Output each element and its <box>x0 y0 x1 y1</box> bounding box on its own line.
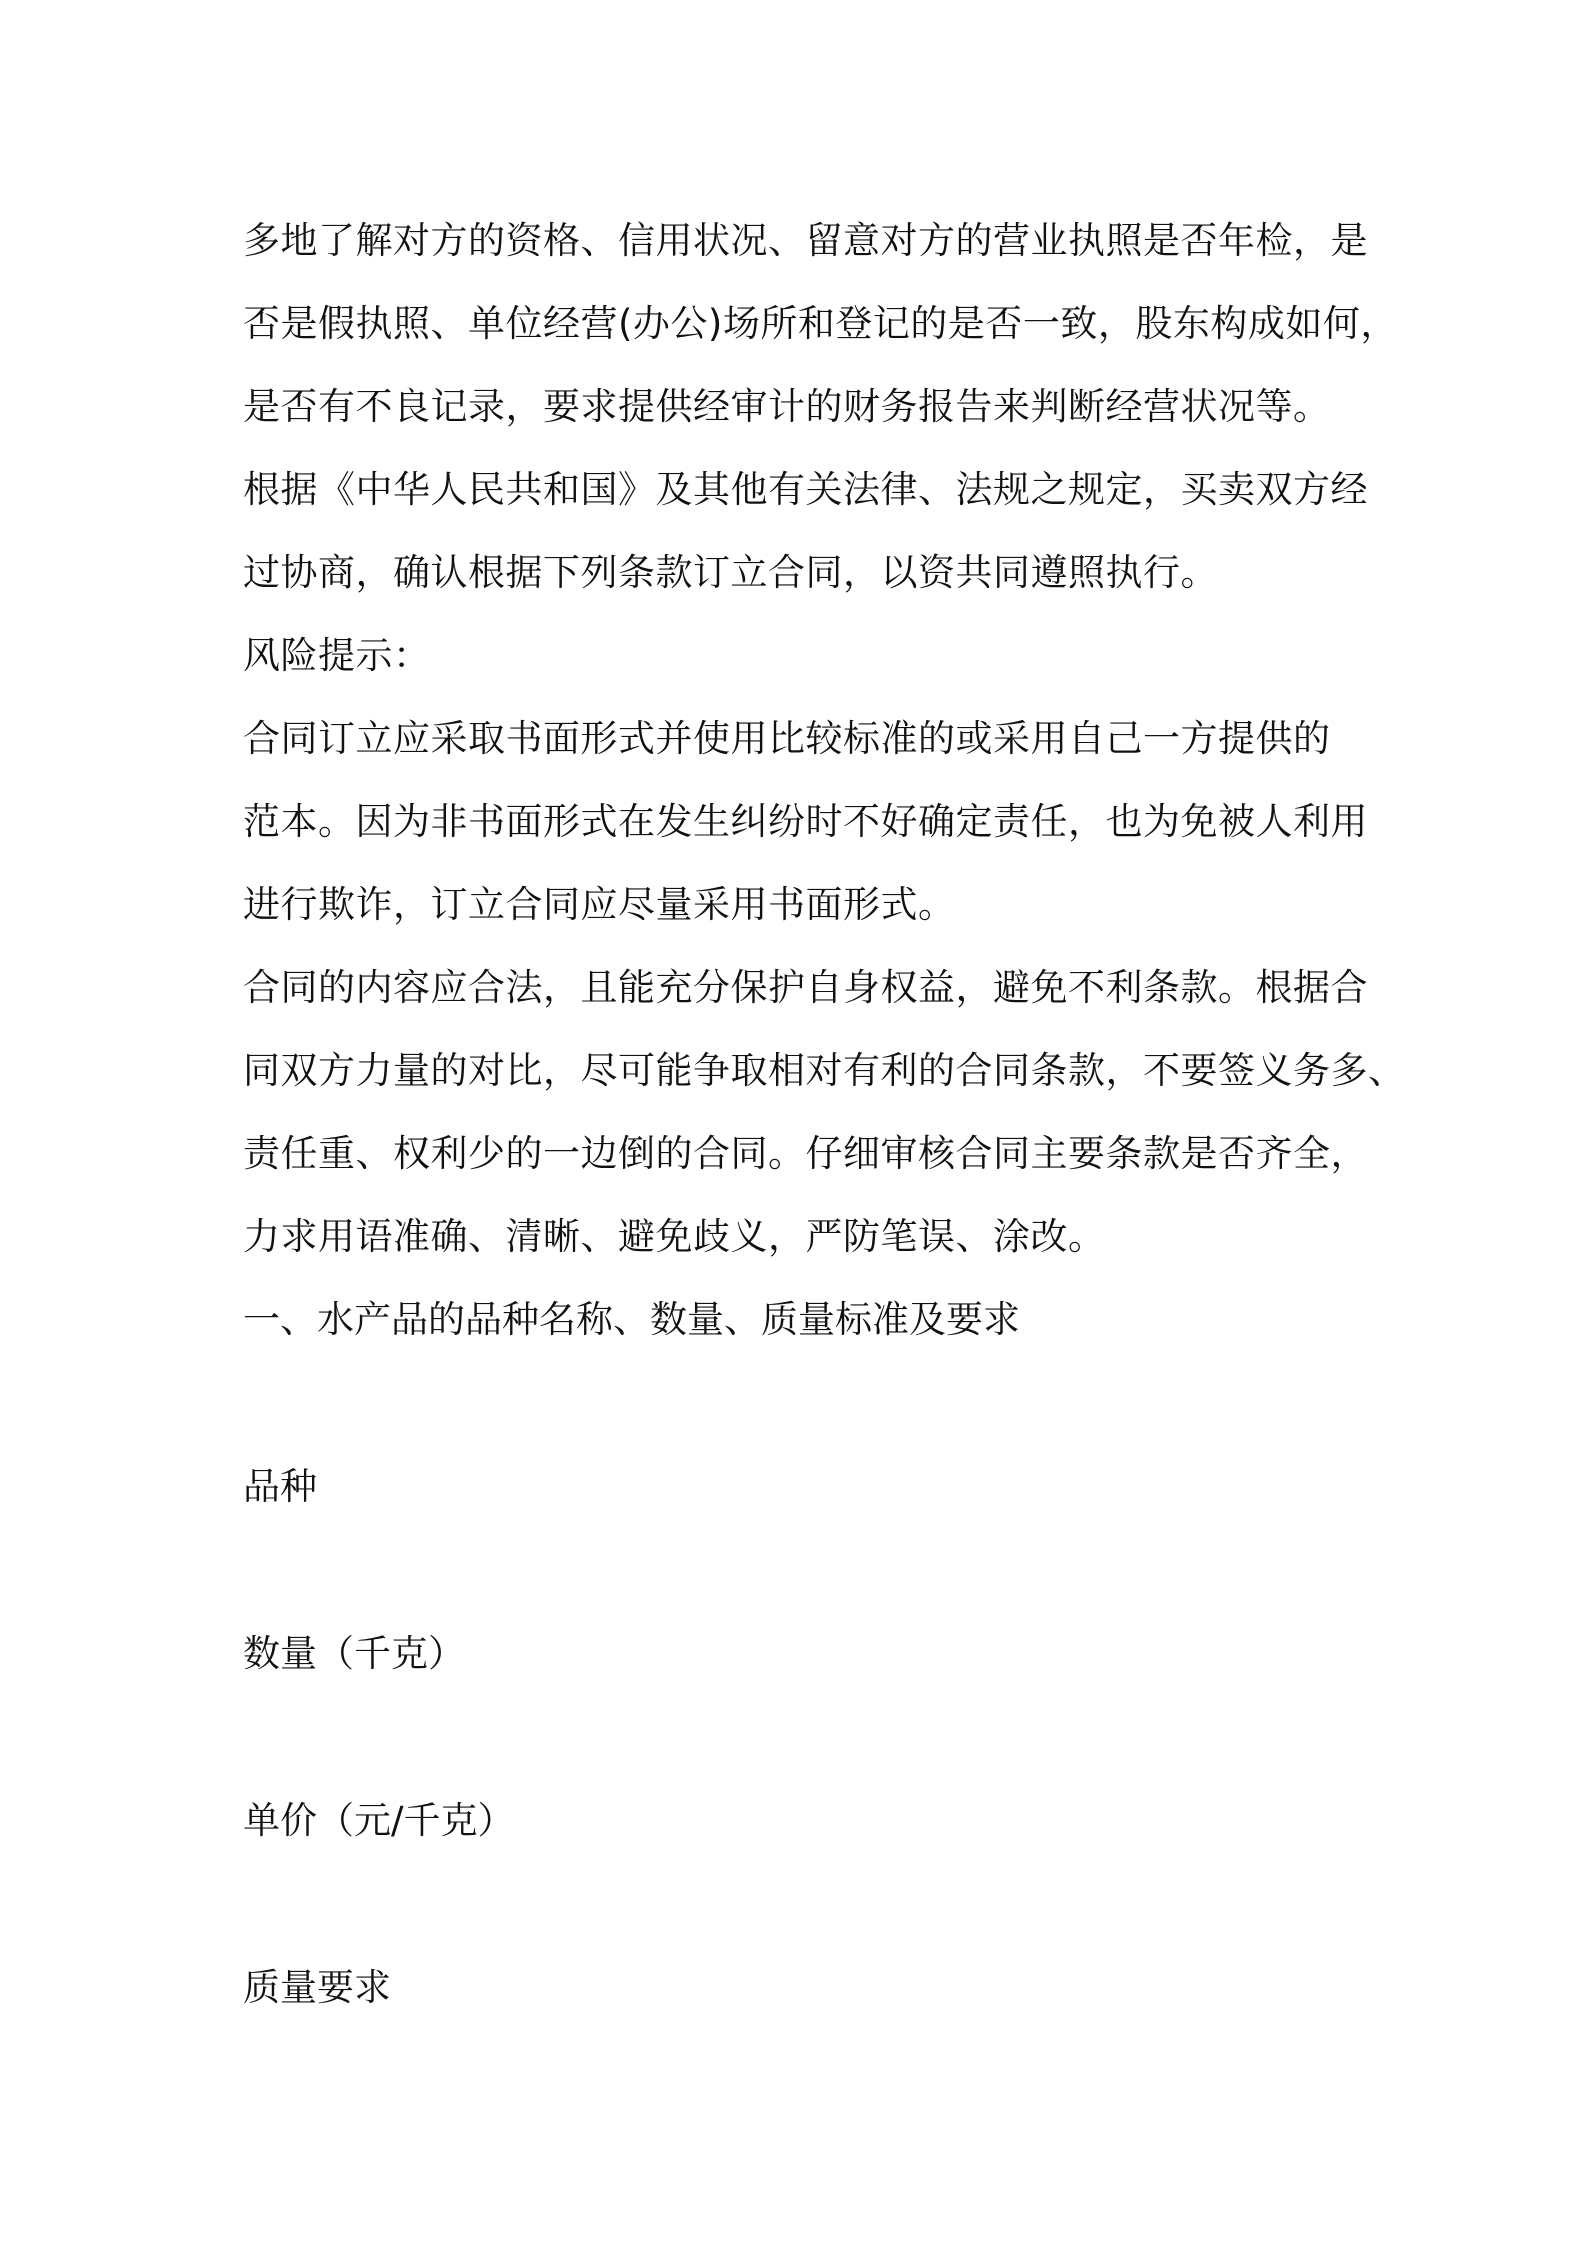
text-line: 责任重、权利少的一边倒的合同。仔细审核合同主要条款是否齐全， <box>243 1132 1368 1175</box>
document-page <box>243 199 1406 2113</box>
text-line: 多地了解对方的资格、信用状况、留意对方的营业执照是否年检，是 <box>243 219 1368 262</box>
text-line: 否是假执照、单位经营(办公)场所和登记的是否一致，股东构成如何， <box>243 302 1398 345</box>
text-line: 过协商，确认根据下列条款订立合同，以资共同遵照执行。 <box>243 551 1218 594</box>
paragraph-qualification-check <box>243 199 1398 448</box>
text-line: 根据《中华人民共和国》及其他有关法律、法规之规定，买卖双方经 <box>243 468 1368 511</box>
text-line: 合同订立应采取书面形式并使用比较标准的或采用自己一方提供的 <box>243 717 1331 760</box>
paragraph-content-legality <box>243 946 1406 1278</box>
field-label-quality: 质量要求 <box>243 1966 391 2009</box>
paragraph-written-form <box>243 697 1368 946</box>
field-label-variety: 品种 <box>243 1465 317 1508</box>
paragraph-risk-title <box>243 614 1368 697</box>
text-line: 力求用语准确、清晰、避免歧义，严防笔误、涂改。 <box>243 1215 1106 1258</box>
text-line: 合同的内容应合法，且能充分保护自身权益，避免不利条款。根据合 <box>243 966 1368 1009</box>
text-line: 同双方力量的对比，尽可能争取相对有利的合同条款，不要签义务多、 <box>243 1049 1406 1092</box>
risk-notice-title: 风险提示： <box>243 634 431 677</box>
field-label-unit-price: 单价（元/千克） <box>243 1799 515 1842</box>
product-table-fields <box>243 1445 1368 2029</box>
field-label-quantity: 数量（千克） <box>243 1632 465 1675</box>
text-line: 范本。因为非书面形式在发生纠纷时不好确定责任，也为免被人利用 <box>243 800 1368 843</box>
paragraph-legal-basis <box>243 448 1368 614</box>
text-line: 是否有不良记录，要求提供经审计的财务报告来判断经营状况等。 <box>243 385 1331 428</box>
text-line: 进行欺诈，订立合同应尽量采用书面形式。 <box>243 883 956 926</box>
section-heading: 一、水产品的品种名称、数量、质量标准及要求 <box>243 1298 1020 1341</box>
